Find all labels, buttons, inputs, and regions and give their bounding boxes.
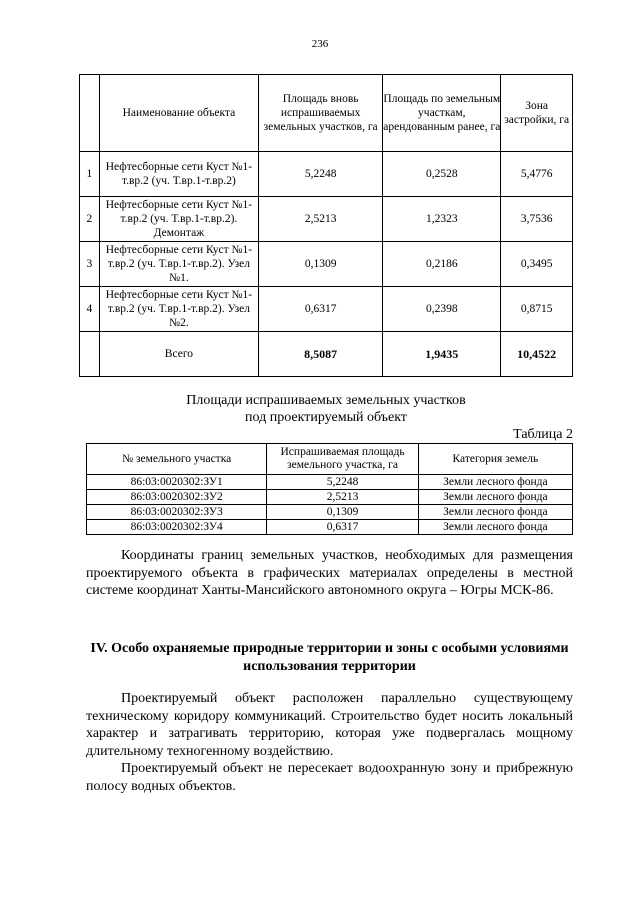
table-row xyxy=(87,490,573,505)
total-label: Всего xyxy=(99,332,258,377)
requested-area: 0,1309 xyxy=(267,505,418,520)
building-zone-value: 5,4776 xyxy=(501,152,573,197)
row-number: 3 xyxy=(80,242,100,287)
plot-number: 86:03:0020302:ЗУ2 xyxy=(87,490,267,505)
header-requested-area: Испрашиваемая площадь земельного участка, га xyxy=(267,444,418,475)
new-area-value: 0,1309 xyxy=(259,242,383,287)
water-zone-paragraph-text: Проектируемый объект не пересекает водоохранную зону и прибрежную полосу водных объектов. xyxy=(86,761,573,794)
row-number: 1 xyxy=(80,152,100,197)
header-plot-number: № земельного участка xyxy=(87,444,267,475)
location-paragraph xyxy=(86,690,573,760)
plot-number: 86:03:0020302:ЗУ4 xyxy=(87,520,267,535)
building-zone-value: 0,8715 xyxy=(501,287,573,332)
total-new-area: 8,5087 xyxy=(259,332,383,377)
table-row xyxy=(80,242,573,287)
header-land-category: Категория земель xyxy=(418,444,572,475)
leased-area-value: 1,2323 xyxy=(383,197,501,242)
land-category: Земли лесного фонда xyxy=(418,475,572,490)
table2-title xyxy=(79,392,573,426)
objects-area-table xyxy=(79,74,573,377)
table-row xyxy=(87,505,573,520)
plot-number: 86:03:0020302:ЗУ3 xyxy=(87,505,267,520)
header-object-name: Наименование объекта xyxy=(99,75,258,152)
leased-area-value: 0,2398 xyxy=(383,287,501,332)
table2-title-line2: под проектируемый объект xyxy=(245,410,407,425)
object-name: Нефтесборные сети Куст №1-т.вр.2 (уч. Т.вр.1-т.вр.2). Узел №2. xyxy=(99,287,258,332)
total-number xyxy=(80,332,100,377)
location-paragraph-text: Проектируемый объект расположен параллельно существующему техническому коридору коммуникаций. Строительство будет носить локальный характер и затрагивать территорию, которая уже подвергалась мощному длительному техногенному воздействию. xyxy=(86,691,573,759)
water-zone-paragraph xyxy=(86,760,573,795)
table2-title-line1: Площади испрашиваемых земельных участков xyxy=(186,393,466,408)
table2-label: Таблица 2 xyxy=(513,427,573,442)
new-area-value: 0,6317 xyxy=(259,287,383,332)
coordinates-paragraph xyxy=(86,547,573,600)
table-row xyxy=(80,152,573,197)
total-building-zone: 10,4522 xyxy=(501,332,573,377)
object-name: Нефтесборные сети Куст №1-т.вр.2 (уч. Т.вр.1-т.вр.2). Демонтаж xyxy=(99,197,258,242)
new-area-value: 5,2248 xyxy=(259,152,383,197)
leased-area-value: 0,2186 xyxy=(383,242,501,287)
building-zone-value: 3,7536 xyxy=(501,197,573,242)
header-leased-area: Площадь по земельным участкам, арендованным ранее, га xyxy=(383,75,501,152)
requested-area: 0,6317 xyxy=(267,520,418,535)
object-name: Нефтесборные сети Куст №1-т.вр.2 (уч. Т.вр.1-т.вр.2). Узел №1. xyxy=(99,242,258,287)
total-leased-area: 1,9435 xyxy=(383,332,501,377)
new-area-value: 2,5213 xyxy=(259,197,383,242)
land-category: Земли лесного фонда xyxy=(418,520,572,535)
leased-area-value: 0,2528 xyxy=(383,152,501,197)
page-number: 236 xyxy=(311,38,329,50)
table-row xyxy=(87,520,573,535)
requested-area: 5,2248 xyxy=(267,475,418,490)
table-row xyxy=(80,287,573,332)
land-category: Земли лесного фонда xyxy=(418,490,572,505)
table-total-row xyxy=(80,332,573,377)
requested-area: 2,5213 xyxy=(267,490,418,505)
row-number: 2 xyxy=(80,197,100,242)
land-category: Земли лесного фонда xyxy=(418,505,572,520)
header-number xyxy=(80,75,100,152)
row-number: 4 xyxy=(80,287,100,332)
object-name: Нефтесборные сети Куст №1-т.вр.2 (уч. Т.вр.1-т.вр.2) xyxy=(99,152,258,197)
building-zone-value: 0,3495 xyxy=(501,242,573,287)
header-building-zone: Зона застройки, га xyxy=(501,75,573,152)
coordinates-paragraph-text: Координаты границ земельных участков, необходимых для размещения проектируемого объекта в графических материалах определены в местной системе координат Ханты-Мансийского автономного округа – Югры МСК-86. xyxy=(86,548,573,598)
header-new-area: Площадь вновь испрашиваемых земельных участков, га xyxy=(259,75,383,152)
section-heading: IV. Особо охраняемые природные территории и зоны с особыми условиями использования территории xyxy=(90,641,569,674)
plot-number: 86:03:0020302:ЗУ1 xyxy=(87,475,267,490)
land-plots-table xyxy=(86,443,573,535)
table-row xyxy=(80,197,573,242)
table-header-row xyxy=(87,444,573,475)
table-row xyxy=(87,475,573,490)
table-header-row xyxy=(80,75,573,152)
